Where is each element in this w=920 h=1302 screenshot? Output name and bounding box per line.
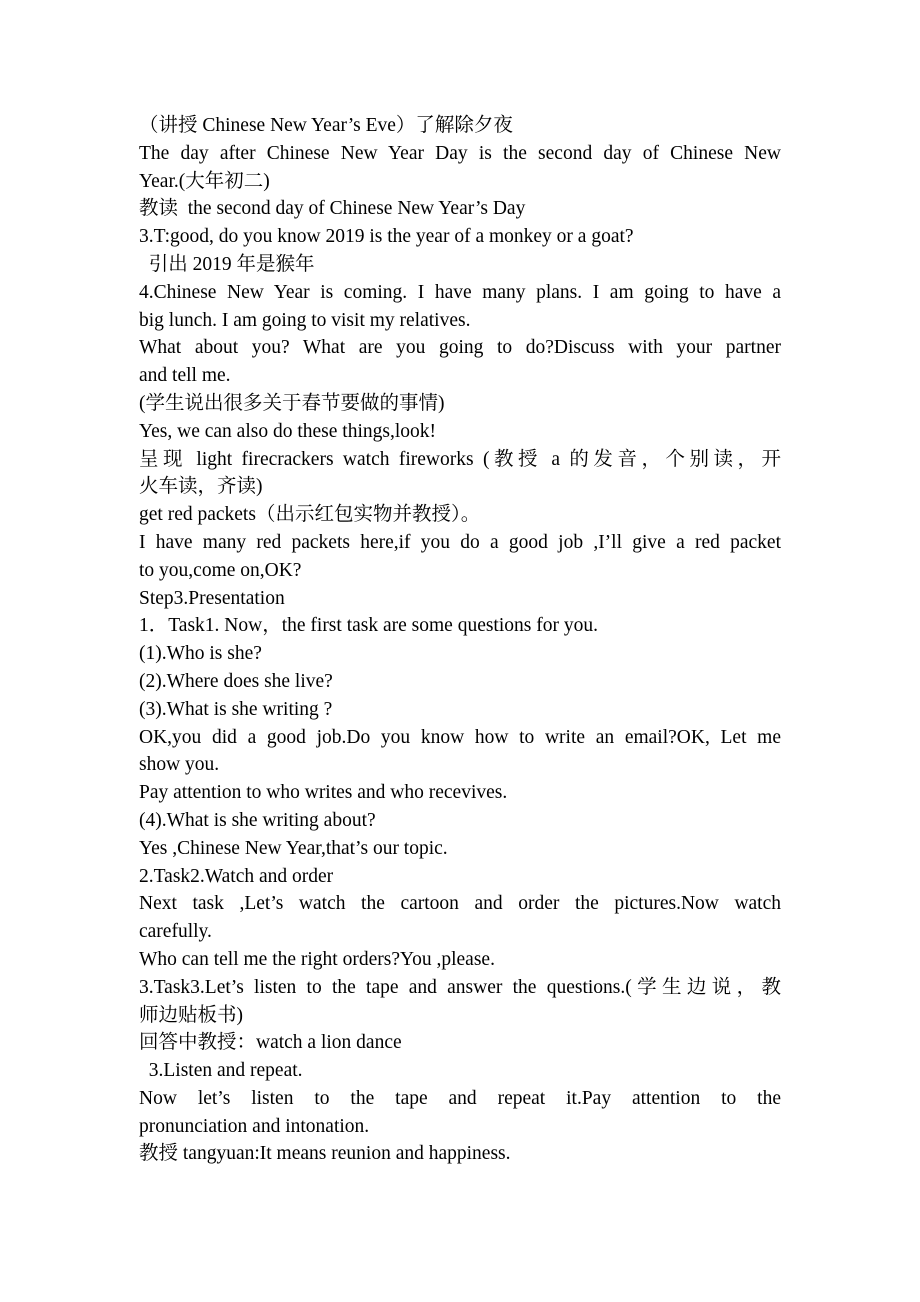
- text-line: 2.Task2.Watch and order: [139, 865, 334, 887]
- text-line: (3).What is she writing ?: [139, 698, 333, 720]
- text-line: Now let’s listen to the tape and repeat it.Pay attention to the: [139, 1087, 781, 1109]
- text-line: I have many red packets here,if you do a good job ,I’ll give a red packet: [139, 531, 781, 553]
- text-line: 引出 2019 年是猴年: [139, 253, 315, 275]
- text-line: (1).Who is she?: [139, 643, 262, 665]
- text-line: 4.Chinese New Year is coming. I have many plans. I am going to have a: [139, 281, 781, 303]
- text-line: 师边贴板书): [139, 1004, 243, 1026]
- text-line: What about you? What are you going to do?Discuss with your partner: [139, 337, 781, 359]
- text-line: pronunciation and intonation.: [139, 1115, 370, 1137]
- text-line: 火车读，齐读): [139, 476, 263, 498]
- text-line: Step3.Presentation: [139, 587, 285, 609]
- text-line: 3.Listen and repeat.: [139, 1060, 303, 1082]
- text-line: show you.: [139, 754, 220, 776]
- text-line: big lunch. I am going to visit my relatives.: [139, 309, 471, 331]
- text-line: The day after Chinese New Year Day is the second day of Chinese New: [139, 142, 781, 164]
- text-line: OK,you did a good job.Do you know how to write an email?OK, Let me: [139, 726, 781, 748]
- text-line: Who can tell me the right orders?You ,please.: [139, 948, 495, 970]
- text-line: Year.(大年初二): [139, 170, 270, 192]
- text-line: 教授 tangyuan:It means reunion and happiness.: [139, 1143, 511, 1165]
- text-line: 回答中教授：watch a lion dance: [139, 1032, 402, 1054]
- text-line: 3.Task3.Let’s listen to the tape and answer the questions.(学生边说，教: [139, 976, 781, 998]
- text-line: get red packets（出示红包实物并教授）。: [139, 504, 481, 526]
- text-line: 教读 the second day of Chinese New Year’s Day: [139, 198, 526, 220]
- text-line: (2).Where does she live?: [139, 670, 333, 692]
- text-line: Pay attention to who writes and who recevives.: [139, 782, 508, 804]
- text-line: to you,come on,OK?: [139, 559, 302, 581]
- text-line: and tell me.: [139, 365, 231, 387]
- text-line: （讲授 Chinese New Year’s Eve）了解除夕夜: [139, 115, 513, 136]
- document-page: [139, 112, 781, 1168]
- text-line: Yes ,Chinese New Year,that’s our topic.: [139, 837, 448, 859]
- text-line: Next task ,Let’s watch the cartoon and order the pictures.Now watch: [139, 893, 781, 915]
- text-line: carefully.: [139, 921, 212, 943]
- text-line: 3.T:good, do you know 2019 is the year of a monkey or a goat?: [139, 226, 634, 248]
- text-line: 呈现 light firecrackers watch fireworks (教授 a 的发音，个别读，开: [139, 448, 781, 470]
- text-line: 1．Task1. Now，the first task are some questions for you.: [139, 615, 598, 637]
- text-line: (4).What is she writing about?: [139, 809, 376, 831]
- text-line: (学生说出很多关于春节要做的事情): [139, 392, 445, 414]
- text-line: Yes, we can also do these things,look!: [139, 420, 436, 442]
